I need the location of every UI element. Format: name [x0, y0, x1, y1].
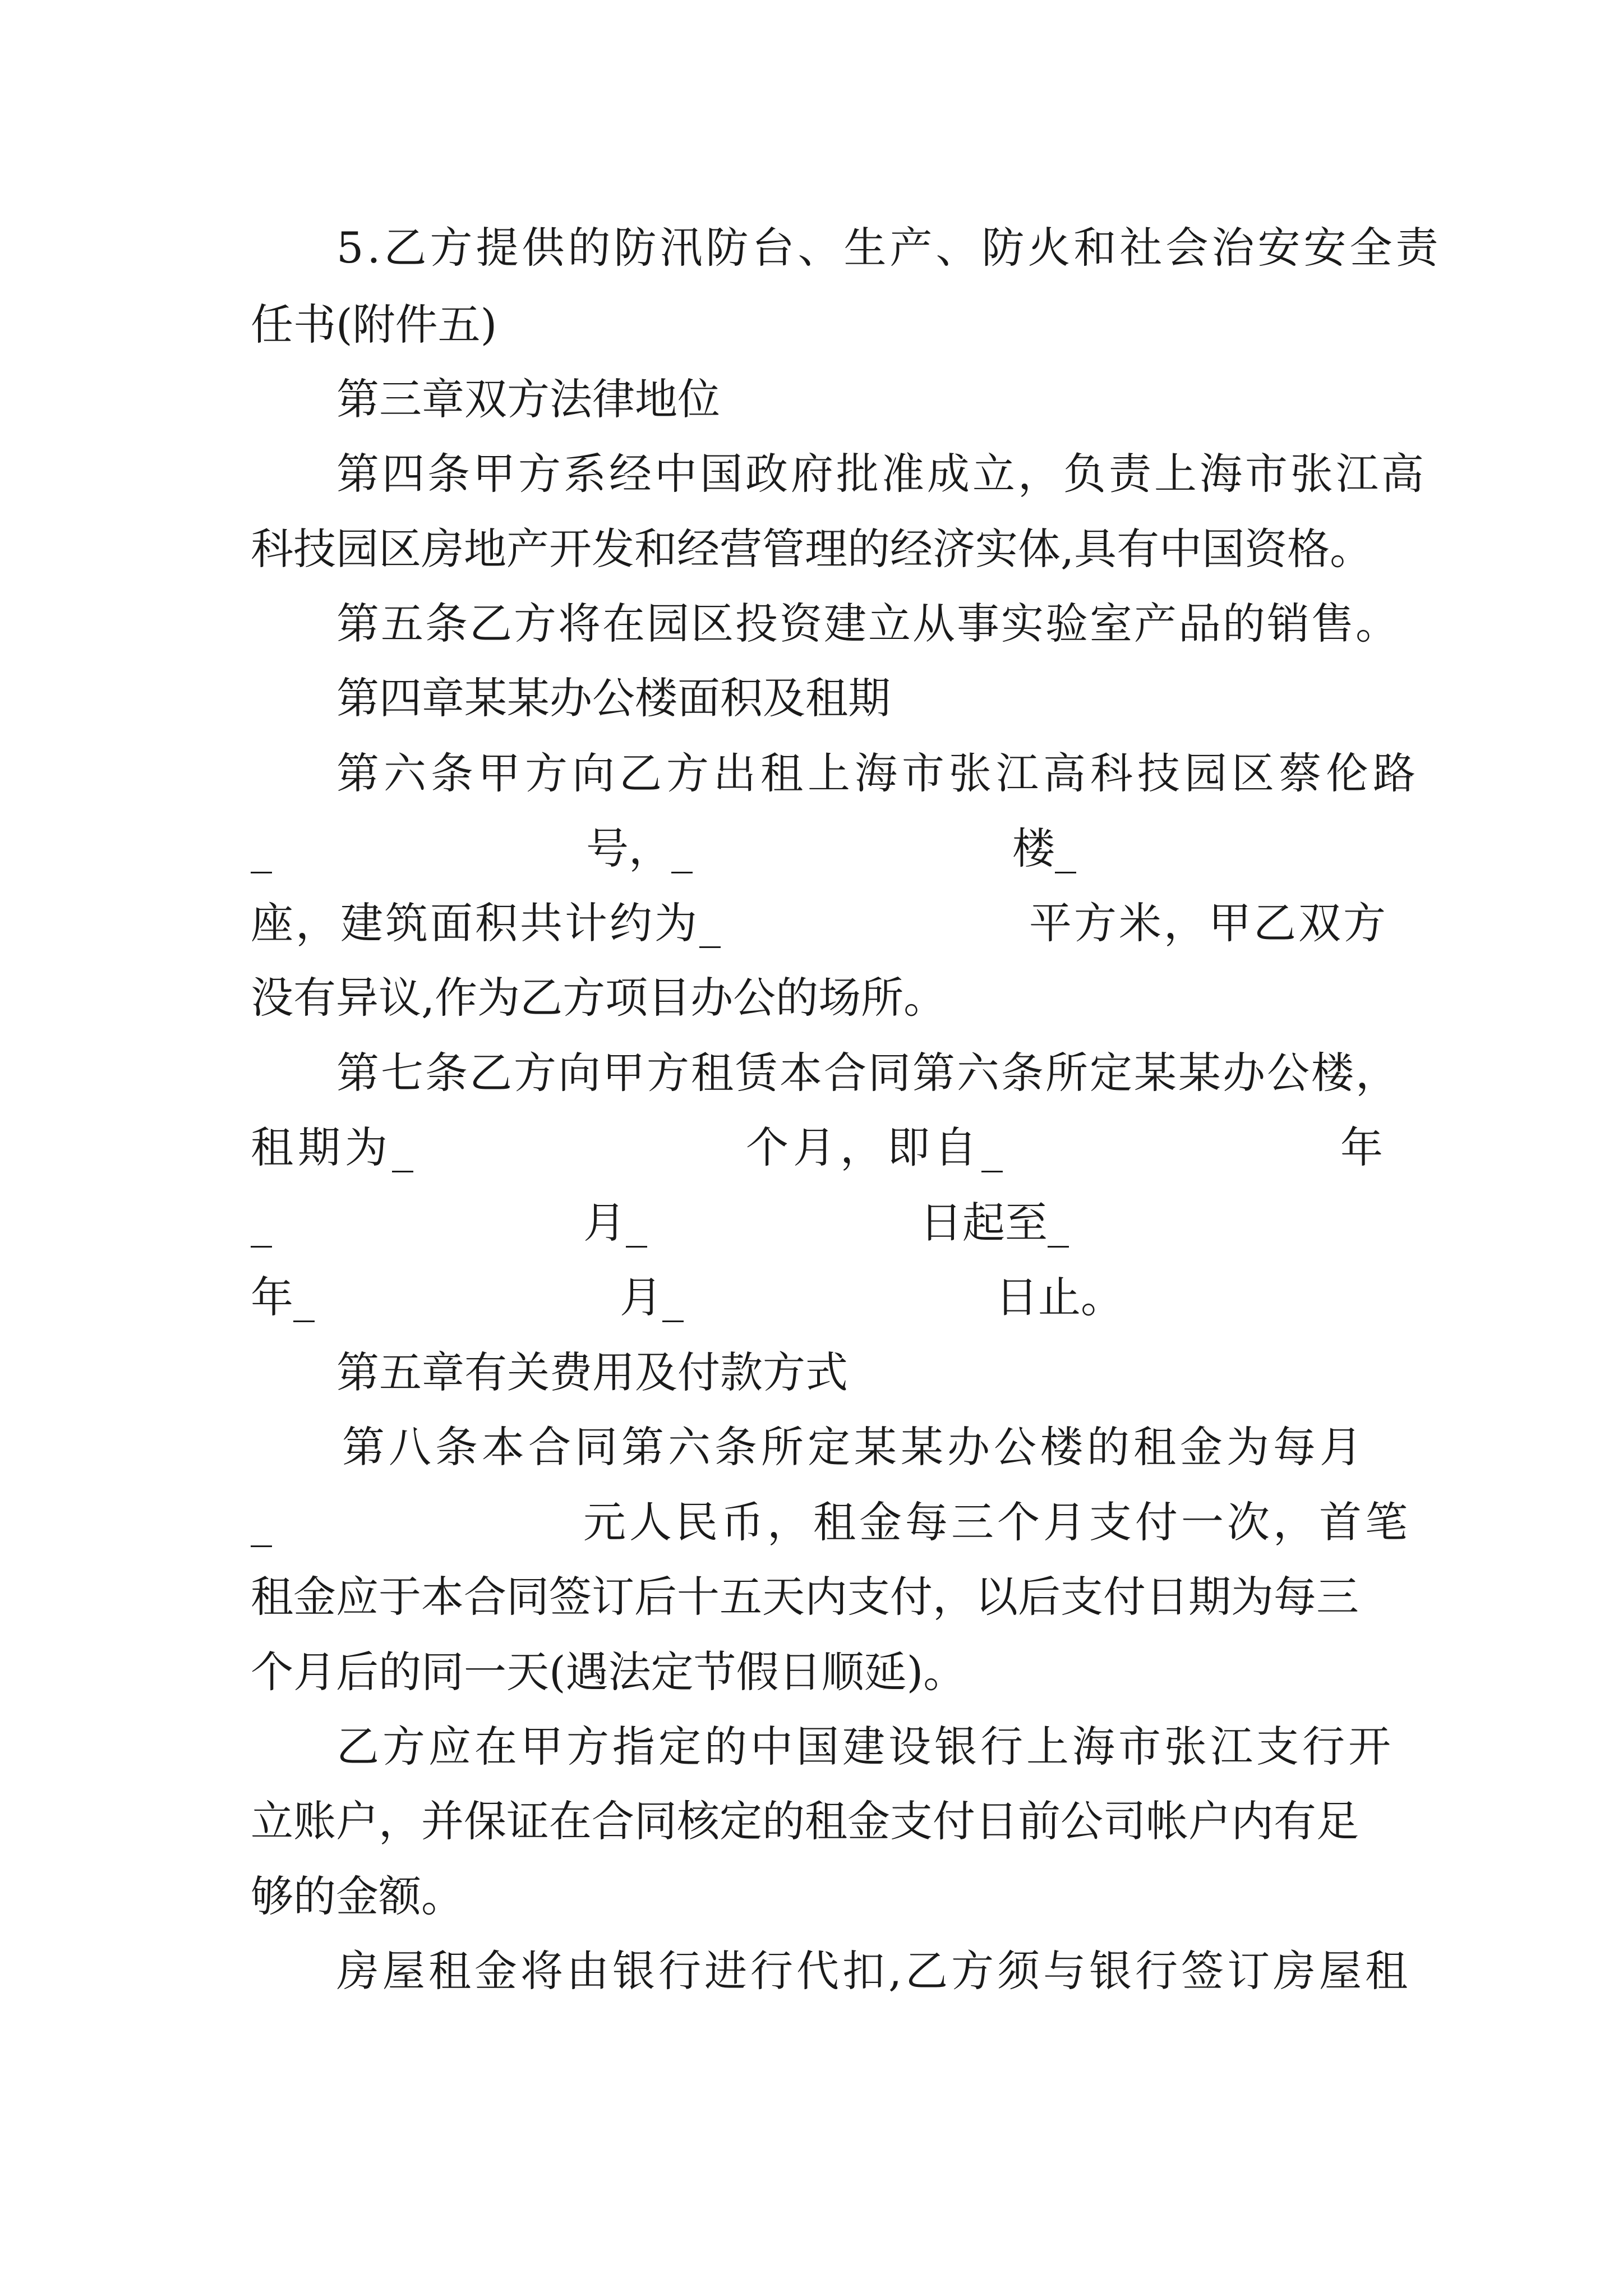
text-line: [0, 959, 1623, 1037]
text-line: [0, 1184, 1623, 1262]
text-run: 日止。: [995, 1272, 1123, 1322]
text-run: 任书(附件五): [251, 300, 497, 349]
text-line: [0, 286, 1623, 364]
text-run: 号，_: [586, 823, 693, 873]
chapter-heading: [0, 1333, 1623, 1412]
text-run: 年: [1340, 1122, 1383, 1172]
text-line: [0, 1857, 1623, 1936]
text-run: 个月后的同一天(遇法定节假日顺延)。: [251, 1647, 966, 1697]
text-line: [0, 510, 1623, 588]
blank-field: _: [251, 1497, 272, 1547]
text-line: [0, 1932, 1623, 2010]
text-line: [0, 585, 1623, 663]
text-run: 月_: [620, 1272, 684, 1322]
text-run: 房屋租金将由银行进行代扣,乙方须与银行签订房屋租: [336, 1946, 1412, 1996]
text-run: 个月，即自_: [746, 1122, 1007, 1172]
text-line: [0, 1558, 1623, 1636]
text-line: [0, 1108, 1623, 1187]
text-line: [0, 1782, 1623, 1861]
text-run: 乙方应在甲方指定的中国建设银行上海市张江支行开: [336, 1722, 1394, 1772]
text-run: 第三章双方法律地位: [336, 374, 720, 424]
blank-field: _: [251, 1198, 272, 1248]
blank-field: _: [251, 823, 272, 873]
text-run: 第四章某某办公楼面积及租期: [336, 673, 891, 723]
text-line: [0, 1408, 1623, 1487]
text-run: 第五章有关费用及付款方式: [336, 1347, 848, 1397]
text-run: 元人民币，租金每三个月支付一次，首笔: [583, 1497, 1411, 1547]
text-run: 第六条甲方向乙方出租上海市张江高科技园区蔡伦路: [336, 748, 1420, 798]
text-run: 租期为_: [251, 1122, 418, 1172]
text-run: 日起至_: [920, 1198, 1069, 1248]
text-line: [0, 1034, 1623, 1112]
text-run: 第四条甲方系经中国政府批准成立，负责上海市张江高: [336, 449, 1427, 499]
text-run: 第七条乙方向甲方租赁本合同第六条所定某某办公楼，: [336, 1048, 1400, 1098]
text-line: [0, 1633, 1623, 1711]
text-run: 科技园区房地产开发和经营管理的经济实体,具有中国资格。: [251, 524, 1373, 574]
text-run: 年_: [251, 1272, 315, 1322]
text-run: 楼_: [1012, 823, 1076, 873]
chapter-heading: [0, 360, 1623, 439]
text-run: 平方米，甲乙双方: [1029, 898, 1388, 948]
text-run: 座，建筑面积共计约为_: [251, 898, 723, 948]
text-line: [0, 209, 1623, 287]
text-run: 没有异议,作为乙方项目办公的场所。: [251, 973, 947, 1023]
text-run: 租金应于本合同签订后十五天内支付，以后支付日期为每三: [251, 1572, 1359, 1622]
text-run: 第五条乙方将在园区投资建立从事实验室产品的销售。: [336, 599, 1400, 648]
text-line: [0, 734, 1623, 813]
text-line: [0, 1708, 1623, 1786]
text-line: [0, 1483, 1623, 1562]
text-line: [0, 884, 1623, 963]
text-line: [0, 809, 1623, 888]
chapter-heading: [0, 659, 1623, 738]
text-line: [0, 435, 1623, 513]
text-line: [0, 1258, 1623, 1337]
text-run: 够的金额。: [251, 1871, 464, 1921]
text-run: 月_: [583, 1198, 647, 1248]
text-run: 5.乙方提供的防汛防台、生产、防火和社会治安安全责: [336, 223, 1442, 273]
text-run: 第八条本合同第六条所定某某办公楼的租金为每月: [342, 1422, 1366, 1472]
text-run: 立账户，并保证在合同核定的租金支付日前公司帐户内有足: [251, 1796, 1359, 1846]
